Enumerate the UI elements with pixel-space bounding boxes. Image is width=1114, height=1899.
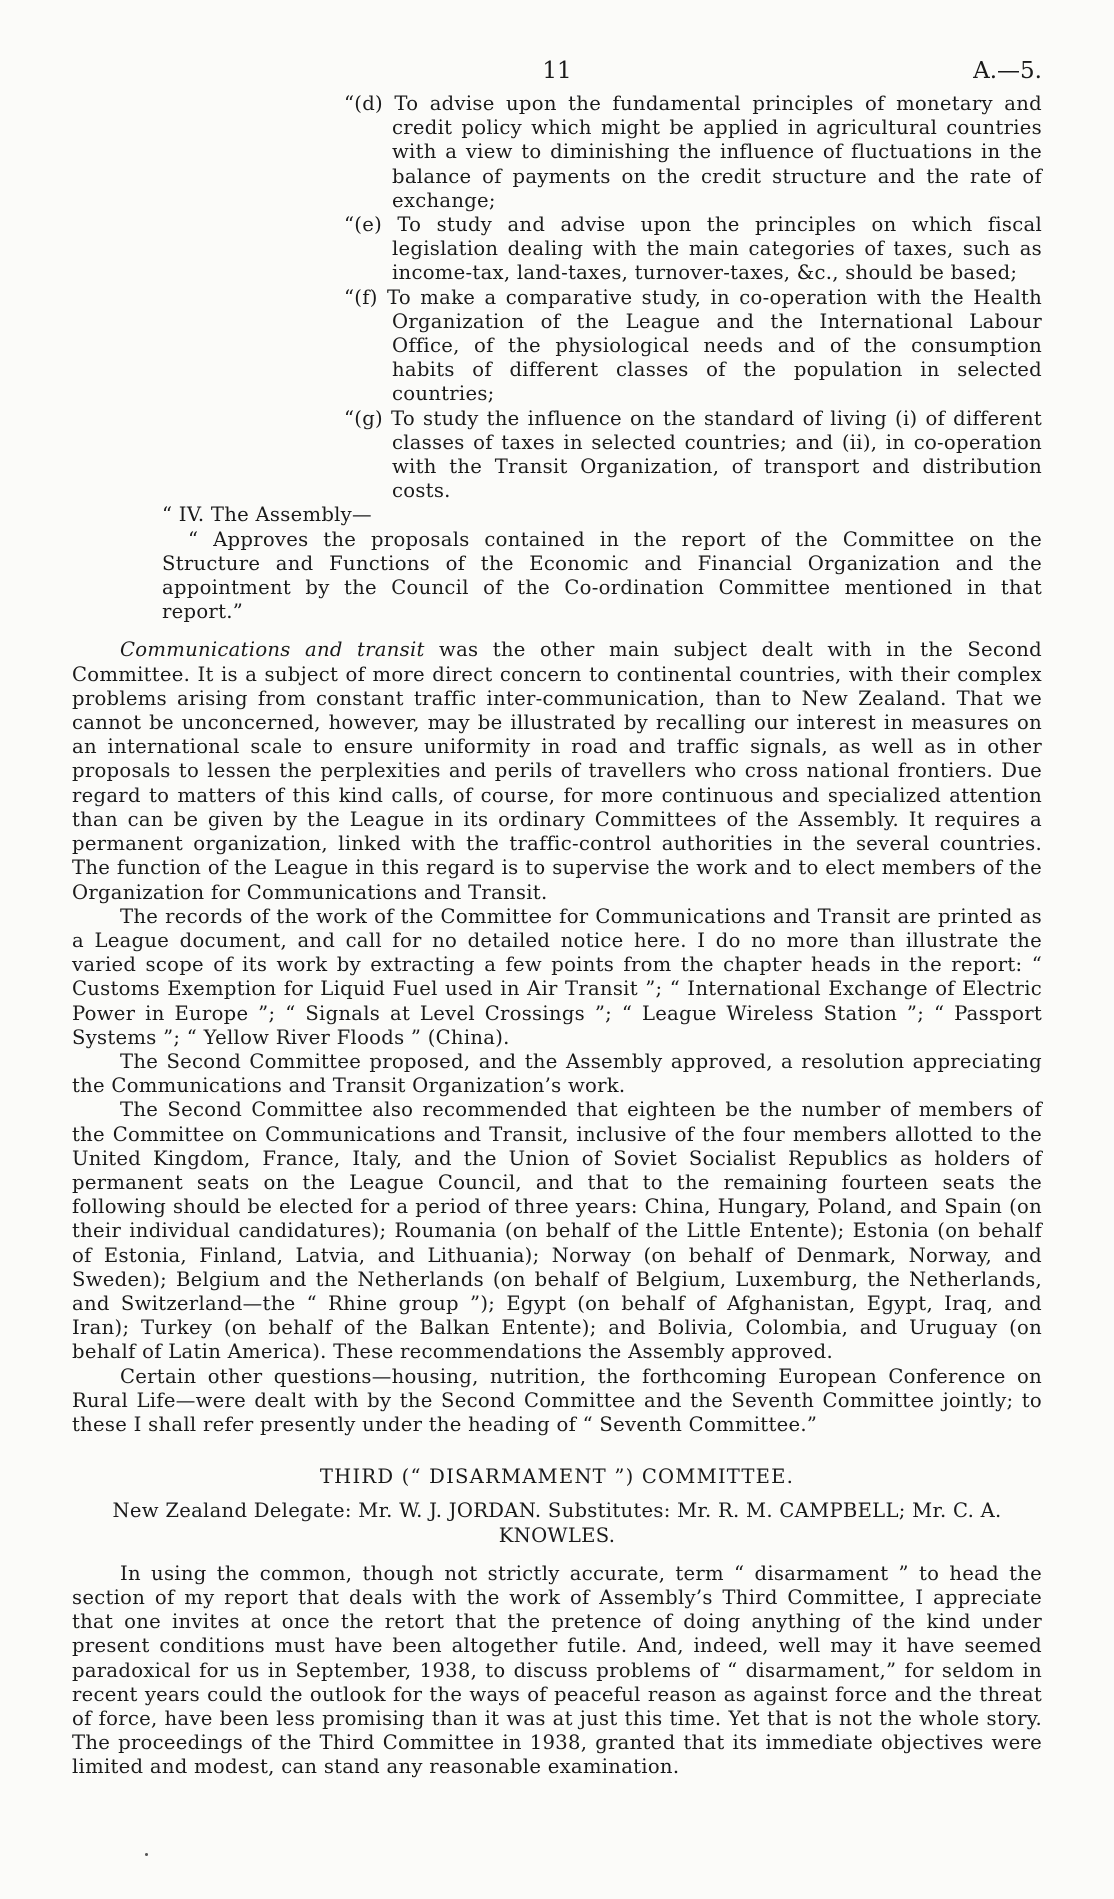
item-marker: “(g)	[344, 406, 383, 430]
paragraph-disarmament: In using the common, though not strictly accurate, term “ disarmament ” to head the section of my report that deals with the work of Assembly’s Third Committee, I appreciate that one invites at once the retort that the pretence of doing anything of the kind under present conditions must have been altogether futile. And, indeed, well may it have seemed paradoxical for us in September, 1938, to discuss problems of “ disarmament,” for seldom in recent years could the outlook for the ways of peaceful reason as against force and the threat of force, have been less promising than it was at just this time. Yet that is not the whole story. The proceedings of the Third Committee in 1938, granted that its immediate objectives were limited and modest, can stand any reasonable examination.	[72, 1561, 1042, 1779]
item-text: To study the influence on the standard of living (i) of different classes of taxes in selected countries; and (ii), in co-operation with the Transit Organization, of transport and distribution costs.	[391, 406, 1043, 503]
document-reference: A.—5.	[973, 58, 1042, 84]
paragraph-records: The records of the work of the Committee for Communications and Transit are printed as a League document, and call for no detailed notice here. I do no more than illustrate the varied scope of its work by extracting a few points from the chapter heads in the report: “ Customs Exemption for Liquid Fuel used in Air Transit ”; “ International Exchange of Electric Power in Europe ”; “ Signals at Level Crossings ”; “ League Wireless Station ”; “ Passport Systems ”; “ Yellow River Floods ” (China).	[72, 904, 1042, 1049]
paragraph-resolution: The Second Committee proposed, and the Assembly approved, a resolution appreciating the Communications and Transit Organization’s work.	[72, 1049, 1042, 1098]
paragraph-other-questions: Certain other questions—housing, nutrition, the forthcoming European Conference on Rural Life—were dealt with by the Second Committee and the Seventh Committee jointly; to these I shall refer presently under the heading of “ Seventh Committee.”	[72, 1364, 1042, 1436]
item-marker: “(f)	[344, 285, 378, 309]
section-iv-text: “ Approves the proposals contained in the report of the Committee on the Structure and Functions of the Economic and Financial Organization and the appointment by the Council of the Co-ordination Committee mentioned in that report.”	[162, 527, 1042, 624]
section-heading-third-committee: THIRD (“ DISARMAMENT ”) COMMITTEE.	[319, 1465, 795, 1489]
list-item-e	[72, 213, 1042, 286]
page-number: 11	[542, 58, 572, 84]
paragraph-communications	[72, 638, 1042, 904]
list-item-f	[72, 286, 1042, 407]
page-header	[72, 48, 1042, 88]
item-text: To make a comparative study, in co-operation with the Health Organization of the League and the International Labour Office, of the physiological needs and of the consumption habits of different classes of the population in selected countries;	[387, 285, 1042, 406]
item-text: To advise upon the fundamental principles of monetary and credit policy which might be applied in agricultural countries with a view to diminishing the influence of fluctuations in the balance of payments on the credit structure and the rate of exchange;	[392, 92, 1042, 212]
italic-lead: Communications and transit	[120, 638, 425, 662]
item-marker: “(d)	[344, 92, 383, 115]
list-item-d	[72, 92, 1042, 213]
list-item-g	[72, 407, 1042, 504]
item-marker: “(e)	[344, 213, 383, 237]
delegates-line: New Zealand Delegate: Mr. W. J. JORDAN. Substitutes: Mr. R. M. CAMPBELL; Mr. C. A. KNOWLES.	[112, 1499, 1002, 1547]
scan-speck	[145, 1853, 148, 1856]
paragraph-membership: The Second Committee also recommended that eighteen be the number of members of the Committee on Communications and Transit, inclusive of the four members allotted to the United Kingdom, France, Italy, and the Union of Soviet Socialist Republics as holders of permanent seats on the League Council, and that to the remaining fourteen seats the following should be elected for a period of three years: China, Hungary, Poland, and Spain (on their individual candidatures); Roumania (on behalf of the Little Entente); Estonia (on behalf of Estonia, Finland, Latvia, and Lithuania); Norway (on behalf of Denmark, Norway, and Sweden); Belgium and the Netherlands (on behalf of Belgium, Luxemburg, the Netherlands, and Switzerland—the “ Rhine group ”); Egypt (on behalf of Afghanistan, Egypt, Iraq, and Iran); Turkey (on behalf of the Balkan Entente); and Bolivia, Colombia, and Uruguay (on behalf of Latin America). These recommendations the Assembly approved.	[72, 1098, 1042, 1364]
item-text: To study and advise upon the principles on which fiscal legislation dealing with the main categories of taxes, such as income-tax, land-taxes, turnover-taxes, &c., should be based;	[392, 213, 1042, 285]
document-body	[72, 92, 1042, 1780]
paragraph-text: was the other main subject dealt with in the Second Committee. It is a subject of more direct concern to continental countries, with their complex problems arising from constant traffic inter-communication, than to New Zealand. That we cannot be unconcerned, however, may be illustrated by recalling our interest in measures on an international scale to ensure uniformity in road and traffic signals, as well as in other proposals to lessen the perplexities and perils of travellers who cross national frontiers. Due regard to matters of this kind calls, of course, for more continuous and specialized attention than can be given by the League in its ordinary Committees of the Assembly. It requires a permanent organization, linked with the traffic-control authorities in the several countries. The function of the League in this regard is to supervise the work and to elect members of the Organization for Communications and Transit.	[72, 638, 1042, 904]
section-iv-heading: “ IV. The Assembly—	[162, 503, 372, 527]
